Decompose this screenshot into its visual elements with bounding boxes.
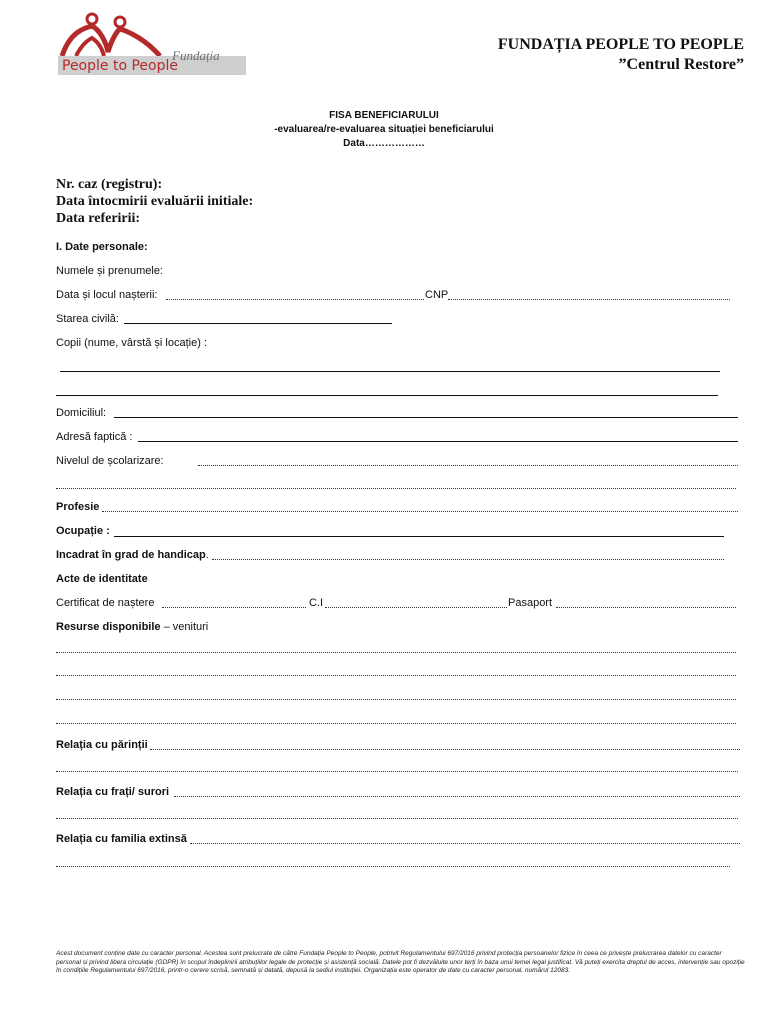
children-label: Copii (nume, vârstă și locație) : xyxy=(56,337,207,349)
children-field-line-2[interactable] xyxy=(56,395,718,396)
handicap-label-dot: . xyxy=(205,549,209,561)
education-label: Nivelul de școlarizare: xyxy=(56,455,164,467)
siblings-relation-field-line-2[interactable] xyxy=(56,818,738,819)
education-field-line-2[interactable] xyxy=(56,488,736,489)
cnp-field[interactable] xyxy=(448,299,730,300)
siblings-relation-label: Relația cu frați/ surori xyxy=(56,786,170,798)
identity-docs-label: Acte de identitate xyxy=(56,573,148,585)
case-number-label: Nr. caz (registru): xyxy=(56,177,163,192)
birth-field[interactable] xyxy=(166,299,424,300)
extended-family-relation-field-line-2[interactable] xyxy=(56,866,730,867)
referral-date-label: Data referirii: xyxy=(56,211,141,226)
parents-relation-label: Relația cu părinții xyxy=(56,739,148,751)
form-title: FISA BENEFICIARULUI xyxy=(329,110,439,121)
extended-family-relation-label: Relația cu familia extinsă xyxy=(56,833,187,845)
address-label: Adresă faptică : xyxy=(56,431,133,443)
occupation-label: Ocupație : xyxy=(56,525,110,537)
birth-certificate-label: Certificat de naștere xyxy=(56,597,155,609)
education-field[interactable] xyxy=(198,465,738,466)
id-card-label: C.I xyxy=(309,597,324,609)
resources-label-rest: – venituri xyxy=(160,621,209,633)
domicile-field[interactable] xyxy=(114,417,738,418)
passport-field[interactable] xyxy=(556,607,736,608)
center-name: ”Centrul Restore” xyxy=(618,56,744,73)
handicap-field[interactable] xyxy=(212,559,724,560)
name-label: Numele și prenumele: xyxy=(56,265,163,277)
birth-label: Data și locul nașterii: xyxy=(56,289,158,301)
birth-certificate-field[interactable] xyxy=(162,607,306,608)
resources-field-line-4[interactable] xyxy=(56,723,736,724)
civil-status-field[interactable] xyxy=(124,323,392,324)
resources-field-line-3[interactable] xyxy=(56,699,736,700)
profession-field[interactable] xyxy=(102,511,738,512)
address-field[interactable] xyxy=(138,441,738,442)
resources-field-line-1[interactable] xyxy=(56,652,736,653)
parents-relation-field[interactable] xyxy=(150,749,740,750)
logo-word-people: People to People xyxy=(62,58,178,74)
siblings-relation-field[interactable] xyxy=(174,796,740,797)
extended-family-relation-field[interactable] xyxy=(190,843,740,844)
handicap-label-text: Incadrat în grad de handicap xyxy=(56,549,206,561)
children-field-line-1[interactable] xyxy=(60,371,720,372)
resources-field-line-2[interactable] xyxy=(56,675,736,676)
civil-status-label: Starea civilă: xyxy=(56,313,119,325)
parents-relation-field-line-2[interactable] xyxy=(56,771,738,772)
form-subtitle: -evaluarea/re-evaluarea situației beneficiarului xyxy=(274,124,494,135)
gdpr-footer-note: Acest document conține date cu caracter personal. Acestea sunt prelucrate de către Fundația People to People, potrivit Regulamentului 697/2016 privind protecția persoanelor fizice în ceea ce privește prelucrarea datelor cu caracter personal și privind libera circulație (GDPR) în scopul îndeplinirii atribuțiilor legale de protecție și asistență socială. Datele pot fi dezvăluite unor terți în baza unui temei legal justificat. Vă puteți exercita dreptul de acces, intervenție sau opoziție în condițiile Regulamentului 697/2016, printr-o cerere scrisă, semnată și datată, depusă la sediul instituției. Organizația este operator de date cu caracter personal, numărul 12083. xyxy=(56,950,745,975)
logo-word-fundatia: Fundația xyxy=(172,48,220,63)
occupation-field[interactable] xyxy=(114,536,724,537)
handicap-label xyxy=(56,549,209,561)
id-card-field[interactable] xyxy=(325,607,507,608)
domicile-label: Domiciliul: xyxy=(56,407,107,419)
organization-name: FUNDAȚIA PEOPLE TO PEOPLE xyxy=(497,36,744,53)
passport-label: Pasaport xyxy=(508,597,553,609)
resources-label xyxy=(56,621,208,633)
resources-label-bold: Resurse disponibile xyxy=(56,621,161,633)
profession-label: Profesie xyxy=(56,501,100,513)
foundation-logo xyxy=(56,12,248,76)
initial-evaluation-date-label: Data întocmirii evaluării initiale: xyxy=(56,194,254,209)
cnp-label: CNP xyxy=(425,289,449,301)
form-date: Data……………… xyxy=(343,138,425,149)
section-personal-data-title: I. Date personale: xyxy=(56,241,148,253)
